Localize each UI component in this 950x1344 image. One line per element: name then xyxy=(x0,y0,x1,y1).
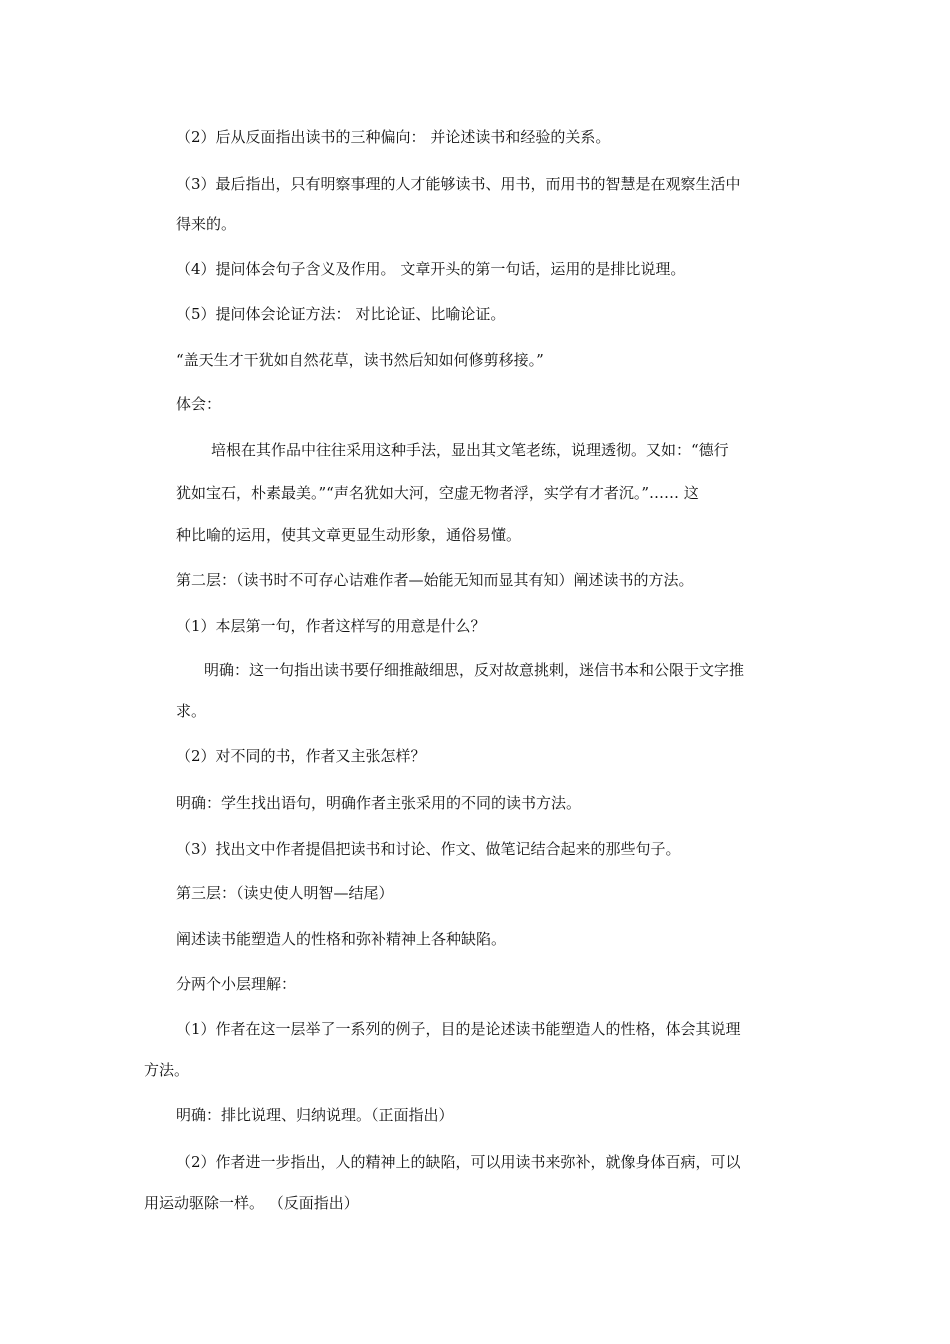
text-line-8: 培根在其作品中往往采用这种手法，显出其文笔老练，说理透彻。又如：“德行 xyxy=(211,441,729,459)
text-line-20: 分两个小层理解： xyxy=(176,975,297,993)
section-heading-2: 第二层：（读书时不可存心诘难作者—始能无知而显其有知）阐述读书的方法。 xyxy=(176,571,694,589)
text-line-22: 方法。 xyxy=(144,1061,190,1079)
text-line-23: 明确：排比说理、归纳说理。（正面指出） xyxy=(176,1106,454,1124)
text-line-14: 求。 xyxy=(176,702,207,720)
text-line-15: （2）对不同的书，作者又主张怎样？ xyxy=(176,747,426,765)
text-line-10: 种比喻的运用，使其文章更显生动形象，通俗易懂。 xyxy=(176,526,522,544)
text-line-17: （3）找出文中作者提倡把读书和讨论、作文、做笔记结合起来的那些句子。 xyxy=(176,840,681,858)
text-line-25: 用运动驱除一样。 （反面指出） xyxy=(144,1194,359,1212)
quote-line: “盖天生才干犹如自然花草，读书然后知如何修剪移接。” xyxy=(176,351,544,369)
text-line-9: 犹如宝石，朴素最美。”“声名犹如大河，空虚无物者浮，实学有才者沉。”…… 这 xyxy=(176,484,699,502)
text-line-3: 得来的。 xyxy=(176,215,237,233)
text-line-19: 阐述读书能塑造人的性格和弥补精神上各种缺陷。 xyxy=(176,930,507,948)
text-line-5: （5）提问体会论证方法： 对比论证、比喻论证。 xyxy=(176,305,506,323)
text-line-16: 明确：学生找出语句，明确作者主张采用的不同的读书方法。 xyxy=(176,794,582,812)
text-line-7: 体会： xyxy=(176,395,222,413)
text-line-13: 明确：这一句指出读书要仔细推敲细思，反对故意挑剌，迷信书本和公限于文字推 xyxy=(204,661,745,679)
text-line-24: （2）作者进一步指出，人的精神上的缺陷，可以用读书来弥补，就像身体百病，可以 xyxy=(176,1153,741,1171)
text-line-21: （1）作者在这一层举了一系列的例子，目的是论述读书能塑造人的性格，体会其说理 xyxy=(176,1020,741,1038)
text-line-4: （4）提问体会句子含义及作用。 文章开头的第一句话，运用的是排比说理。 xyxy=(176,260,686,278)
text-line-1: （2）后从反面指出读书的三种偏向： 并论述读书和经验的关系。 xyxy=(176,128,611,146)
text-line-12: （1）本层第一句，作者这样写的用意是什么？ xyxy=(176,617,486,635)
text-line-2: （3）最后指出，只有明察事理的人才能够读书、用书，而用书的智慧是在观察生活中 xyxy=(176,175,741,193)
section-heading-3: 第三层：（读史使人明智—结尾） xyxy=(176,884,394,902)
